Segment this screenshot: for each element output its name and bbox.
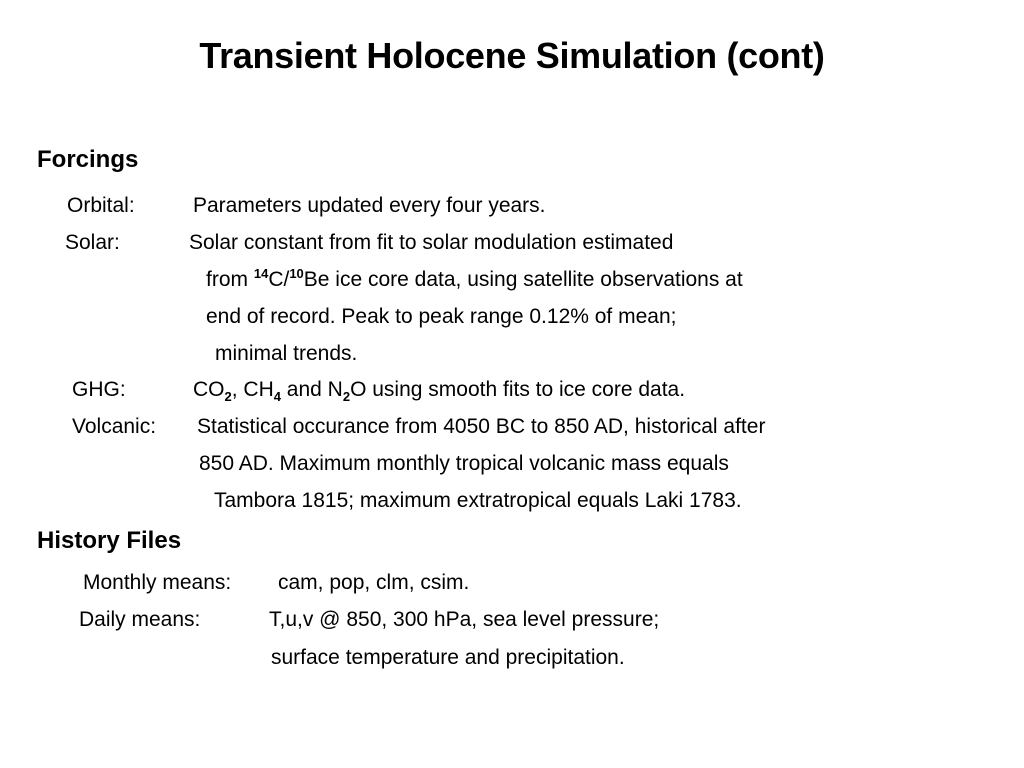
forcings-heading: Forcings	[37, 146, 139, 173]
daily-means-line-1: T,u,v @ 850, 300 hPa, sea level pressure;	[269, 608, 660, 631]
solar-line-2: from $^{14}$C/$^{10}$Be ice core data, using satellite observations at	[206, 266, 743, 291]
monthly-means-text: cam, pop, clm, csim.	[278, 571, 470, 594]
volcanic-line-2: 850 AD. Maximum monthly tropical volcanic mass equals	[199, 452, 729, 475]
volcanic-label: Volcanic:	[72, 415, 157, 438]
slide-title: Transient Holocene Simulation (cont)	[199, 35, 825, 76]
ghg-label: GHG:	[72, 378, 126, 401]
solar-label: Solar:	[65, 231, 120, 254]
carbon-14-superscript: 14	[253, 266, 269, 281]
history-files-heading: History Files	[37, 527, 182, 554]
monthly-means-label: Monthly means:	[83, 571, 232, 594]
solar-line-4: minimal trends.	[215, 342, 358, 365]
ghg-text: $CO_2$, $CH_4$ and $N_2O$ using smooth fits to ice core data.	[193, 378, 686, 404]
solar-line-1: Solar constant from fit to solar modulation estimated	[189, 231, 674, 254]
volcanic-line-1: Statistical occurance from 4050 BC to 850 AD, historical after	[197, 415, 766, 438]
beryllium-10-superscript: 10	[289, 266, 304, 281]
daily-means-line-2: surface temperature and precipitation.	[271, 646, 625, 669]
daily-means-label: Daily means:	[79, 608, 201, 631]
orbital-text: Parameters updated every four years.	[193, 194, 546, 217]
volcanic-line-3: Tambora 1815; maximum extratropical equals Laki 1783.	[214, 489, 742, 512]
orbital-label: Orbital:	[67, 194, 135, 217]
solar-line-3: end of record. Peak to peak range 0.12% of mean;	[206, 305, 677, 328]
